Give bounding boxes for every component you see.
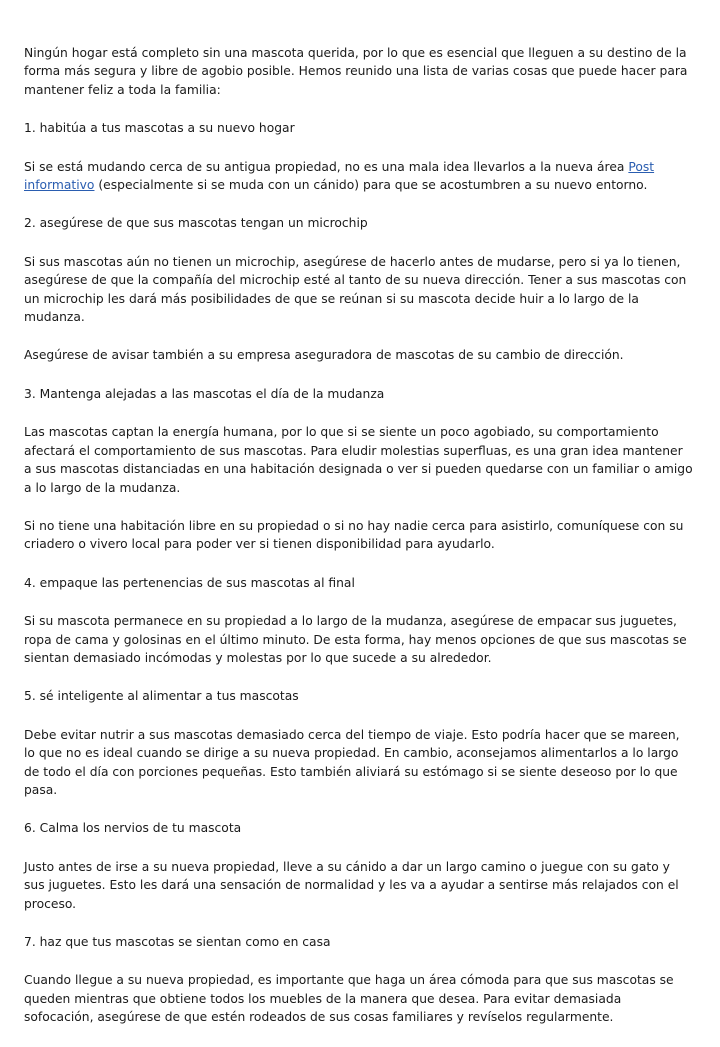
section-heading-1: 1. habitúa a tus mascotas a su nuevo hogar bbox=[24, 121, 295, 136]
section-3-paragraph-b: Si no tiene una habitación libre en su propiedad o si no hay nadie cerca para asistirlo, comuníquese con su criadero o vivero local para poder ver si tienen disponibilidad para ayudarlo. bbox=[24, 518, 684, 552]
document-body bbox=[24, 44, 694, 1047]
section-7-paragraph: Cuando llegue a su nueva propiedad, es importante que haga un área cómoda para que sus mascotas se queden mientras que obtiene todos los muebles de la manera que desea. Para evitar demasiada sofocación, asegúrese de que estén rodeados de sus cosas familiares y revíselos regularmente. bbox=[24, 973, 674, 1025]
section-1-text-after: (especialmente si se muda con un cánido) para que se acostumbren a su nuevo entorno. bbox=[94, 178, 648, 193]
section-3-paragraph-a: Las mascotas captan la energía humana, por lo que si se siente un poco agobiado, su comportamiento afectará el comportamiento de sus mascotas. Para eludir molestias superfluas, es una gran idea mantener a sus mascotas distanciadas en una habitación designada o ver si pueden quedarse con un familiar o amigo a lo largo de la mudanza. bbox=[24, 425, 693, 495]
section-2-paragraph-b: Asegúrese de avisar también a su empresa aseguradora de mascotas de su cambio de dirección. bbox=[24, 348, 624, 363]
intro-paragraph: Ningún hogar está completo sin una mascota querida, por lo que es esencial que lleguen a su destino de la forma más segura y libre de agobio posible. Hemos reunido una lista de varias cosas que puede hacer para mantener feliz a toda la familia: bbox=[24, 46, 688, 97]
section-heading-6: 6. Calma los nervios de tu mascota bbox=[24, 821, 242, 836]
section-heading-5: 5. sé inteligente al alimentar a tus mascotas bbox=[24, 689, 299, 704]
section-5-paragraph: Debe evitar nutrir a sus mascotas demasiado cerca del tiempo de viaje. Esto podría hacer que se mareen, lo que no es ideal cuando se dirige a su nueva propiedad. En cambio, aconsejamos alimentarlos a lo largo de todo el día con porciones pequeñas. Esto también aliviará su estómago si se siente deseoso por lo que pasa. bbox=[24, 727, 680, 797]
section-heading-3: 3. Mantenga alejadas a las mascotas el día de la mudanza bbox=[24, 386, 385, 401]
section-heading-4: 4. empaque las pertenencias de sus mascotas al final bbox=[24, 575, 355, 590]
section-4-paragraph: Si su mascota permanece en su propiedad a lo largo de la mudanza, asegúrese de empacar sus juguetes, ropa de cama y golosinas en el último minuto. De esta forma, hay menos opciones de que sus mascotas se sientan demasiado incómodas y molestas por lo que sucede a su alrededor. bbox=[24, 614, 687, 665]
post-informativo-link[interactable]: Post informativo bbox=[24, 159, 655, 193]
section-1-paragraph bbox=[24, 158, 694, 195]
section-6-paragraph: Justo antes de irse a su nueva propiedad, lleve a su cánido a dar un largo camino o juegue con su gato y sus juguetes. Esto les dará una sensación de normalidad y les va a ayudar a sentirse más relajados con el proceso. bbox=[24, 859, 679, 911]
section-2-paragraph-a: Si sus mascotas aún no tienen un microchip, asegúrese de hacerlo antes de mudarse, pero si ya lo tienen, asegúrese de que la compañía del microchip esté al tanto de su nueva dirección. Tener a sus mascotas con un microchip les dará más posibilidades de que se reúnan si su mascota decide huir a lo largo de la mudanza. bbox=[24, 254, 687, 325]
section-heading-7: 7. haz que tus mascotas se sientan como en casa bbox=[24, 935, 331, 949]
section-1-text-before: Si se está mudando cerca de su antigua propiedad, no es una mala idea llevarlos a la nueva área bbox=[24, 159, 629, 174]
section-heading-2: 2. asegúrese de que sus mascotas tengan un microchip bbox=[24, 216, 368, 231]
